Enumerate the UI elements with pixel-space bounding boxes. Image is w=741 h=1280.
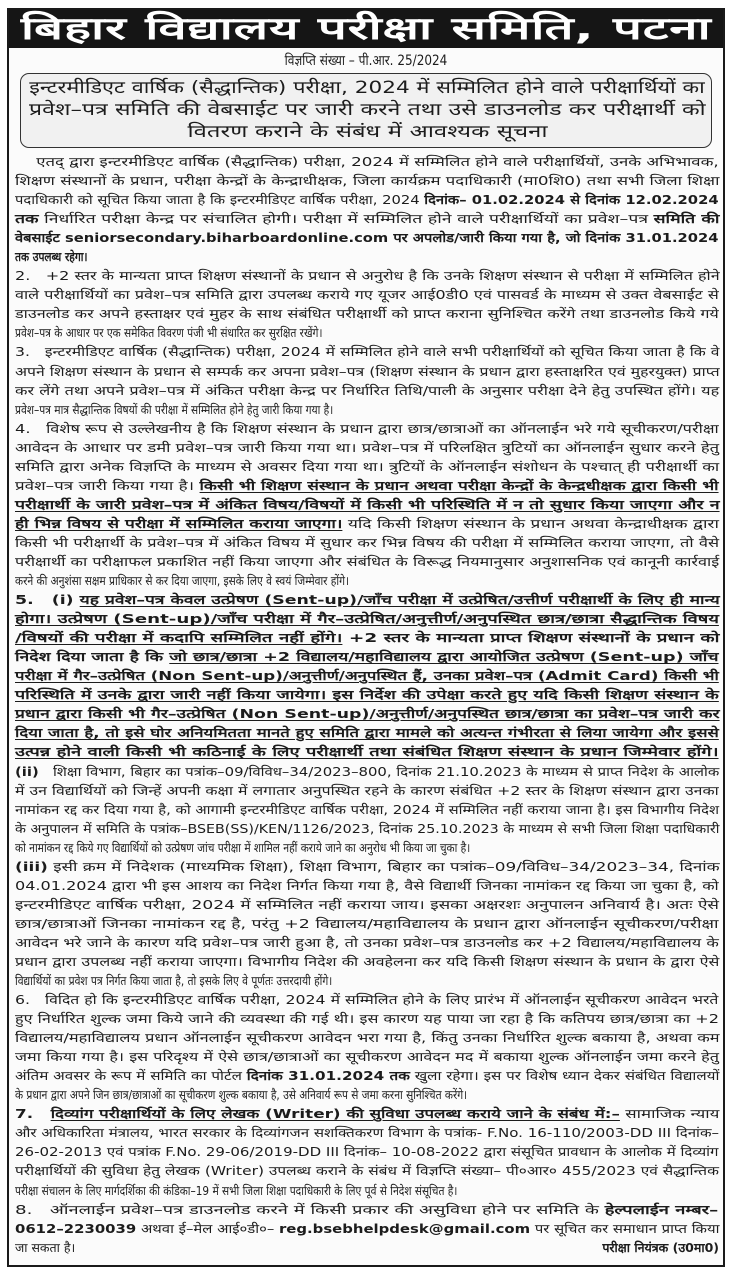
text-line [15,1104,719,1123]
text-line [15,838,470,857]
text-segment: यदि किसी शिक्षण संस्थान के प्रधान अथवा केन्द्राधीक्षक द्वारा [342,515,719,531]
text-line [15,723,719,742]
text-line [15,800,719,819]
text-line [15,819,719,838]
text-line [15,971,333,990]
text-line [15,914,719,933]
notice-number: विज्ञप्ति संख्या – पी.आर. 25/2024 [284,53,448,69]
text-segment: 4. विशेष रूप से उल्लेखनीय है कि शिक्षण संस्थान के प्रधान द्वारा छात्र/छात्राओं का ऑनलाईन भरे गये सूचीकरण/परीक्षा [15,420,719,436]
text-segment: अंतिम अवसर के रूप में समिति का पोर्टल [15,1068,247,1084]
text-line [15,876,719,895]
text-line [15,1123,719,1142]
text-segment: को नामांकन रद्द किये गए विद्यार्थियों को उत्प्रेषण जांच परीक्षा में शामिल नहीं कराये जाने का अनुरोध भी किया जा चुका है। [15,839,471,855]
text-segment: अथवा ई–मेल आई०डी०– [136,1220,279,1236]
text-line [15,647,719,666]
text-segment: प्रवेश–पत्र जारी किया गया है। [15,477,200,493]
text-line [15,514,719,533]
text-segment: परीक्षा में गैर–उत्प्रेषित (Non Sent-up)/अनुत्तीर्ण/अनुपस्थित हैं, उनका प्रवेश–पत्र (Admit Card) किसी भी [15,668,719,684]
text-segment: छात्र/छात्राओं जिनका नामांकन रद्द है, परंतु +2 विद्यालय/महाविद्यालय के प्रधान द्वारा ऑनलाईन सूचीकरण/परीक्षा [15,915,719,931]
text-segment: प्रवेश–पत्र के आधार पर एक समेकित विवरण पंजी भी संधारित कर सुरक्षित रखेंगे। [15,325,323,341]
text-line [15,1028,719,1047]
text-segment: ही भिन्न विषय से परीक्षा में सम्मिलित कराया जाएगा। [15,515,343,531]
text-line [15,304,719,323]
text-line [15,209,719,228]
text-segment: किसी भी परीक्षार्थी के प्रवेश–पत्र में अंकित विषय में सुधार कर भिन्न विषय की परीक्षा में सम्मिलित कराया जाएगा, तो वैसे [15,534,720,550]
text-line [15,457,719,476]
text-segment: डाउनलोड कर अपने हस्ताक्षर एवं मुहर के साथ संबंधित परीक्षार्थी को प्राप्त कराना सुनिश्चित करेंगे तथा डाउनलोड किये गये [15,306,719,322]
text-segment: निर्धारित परीक्षा केन्द्र पर संचालित होगी। परीक्षा में सम्मिलित होने वाले परीक्षार्थियों का प्रवेश–पत्र [38,211,654,227]
text-segment: reg.bsebhelpdesk@gmail.com [278,1220,531,1236]
text-segment: प्रधान द्वारा उपलब्ध नहीं कराया जाएगा। विभागीय निदेश की अवहेलना कर यदि किसी शिक्षण संस्थान के प्रधान के द्वारा ऐसे [15,953,720,969]
text-segment: दिव्यांग परीक्षार्थियों के लिए लेखक (Writer) की सुविधा उपलब्ध कराये जाने के संबंध में:– [50,1106,620,1122]
text-segment: विद्यालय/महाविद्यालय प्रधान ऑनलाईन सूचीकरण आवेदन भरा गया है, किंतु उनका निर्धारित शुल्क बकाया है, अथवा कम [15,1030,720,1046]
text-segment: वेबसाईट seniorsecondary.biharboardonline.com पर अपलोड/जारी किया गया है, जो दिनांक 31.01.2024 [15,230,719,246]
text-segment: जमा किया गया है। इस परिदृश्य में ऐसे छात्र/छात्राओं का सूचीकरण आवेदन मद में बकाया शुल्क ऑनलाईन जमा करने हेतु [15,1049,720,1065]
text-line [15,285,719,304]
text-line [15,323,322,342]
text-segment: में उन विद्यार्थियों को जिन्हें अपनी कक्षा में लगातार अनुपस्थित रहने के कारण संबंधित +2 स्तर के शिक्षण संस्थान द्वारा उनका [15,782,719,798]
text-segment: दिनांक– 01.02.2024 से दिनांक 12.02.2024 [424,192,719,208]
text-segment: 2. +2 स्तर के मान्यता प्राप्त शिक्षण संस्थानों के प्रधान से अनुरोध है कि उनके शिक्षण संस्थान से परीक्षा में सम्मिलित होने [15,268,720,284]
text-segment: शिक्षा विभाग, बिहार का पत्रांक–09/विविध–34/2023–800, दिनांक 21.10.2023 के माध्यम से प्राप्त निदेश के आलोक [38,763,720,779]
text-segment: 0612–2230039 [15,1220,137,1236]
text-segment: समिति द्वारा अनेक विज्ञप्ति के माध्यम से अवसर दिया गया था। त्रुटियों के ऑनलाईन संशोधन के पश्चात् ही परीक्षार्थी का [15,458,720,474]
text-segment: विद्यार्थियों का प्रवेश पत्र निर्गत किया जाता है, तो इसके लिए वे पूर्णतः उत्तरदायी होंगे। [15,973,333,989]
text-segment: शिक्षण संस्थानों के प्रधान, परीक्षा केन्द्रों के केन्द्राधीक्षक, जिला कार्यक्रम पदाधिकारी (मा0शि0) तथा सभी जिला शिक्षा [15,173,720,189]
text-line [15,990,719,1009]
text-segment: जो छात्र/छात्रा +2 विद्यालय/महाविद्यालय द्वारा आयोजित उत्प्रेषण (Sent-up) जाँच [169,649,719,665]
text-segment: अपने शिक्षण संस्थान के प्रधान से सम्पर्क कर अपना प्रवेश–पत्र (शिक्षण संस्थान के प्रधान द्वारा हस्ताक्षरित एवं मुहरयुक्त) प्राप्त [15,363,720,379]
text-line [15,381,719,400]
text-line [15,438,719,457]
text-segment: प्रधान द्वारा किसी भी गैर–उत्प्रेषित (Non Sent-up)/अनुत्तीर्ण/अनुपस्थित छात्र/छात्रा का प्रवेश–पत्र जारी कर [15,706,720,722]
text-line [15,1142,719,1161]
text-segment: इसी क्रम में निदेशक (माध्यमिक शिक्षा), शिक्षा विभाग, बिहार का पत्रांक–09/विविध–34/2023–34, दिनांक [47,858,720,874]
text-line [15,1238,719,1257]
text-segment: खुला रहेगा। इस पर विशेष ध्यान देकर संबंधित विद्यालयों [409,1068,720,1084]
text-segment: +2 स्तर के मान्यता प्राप्त शिक्षण संस्थानों के प्रधान को [342,630,720,646]
text-segment: के प्रधान द्वारा अपने जिन छात्र/छात्राओं का सूचीकरण शुल्क बकाया है, उसे अनिवार्य रूप से जमा करना सुनिश्चित करेंगे। [15,1087,468,1103]
text-line [15,1066,719,1085]
text-line [15,552,719,571]
text-segment: हुए निर्धारित शुल्क जमा किये जाने की व्यवस्था की गई थी। इस कारण यह पाया जा रहा है कि कतिपय छात्र/छात्रा का +2 [15,1011,720,1027]
text-line [15,171,719,190]
text-line [15,1219,719,1238]
text-line [15,857,719,876]
text-segment: 04.01.2024 द्वारा भी इस आशय का निदेश निर्गत किया गया है, वैसे विद्यार्थी जिनका नामांकन रद्द किया जा चुका है, को [15,877,719,893]
signature-controller: परीक्षा नियंत्रक (उ0मा0) [602,1239,719,1255]
text-line [15,762,719,781]
text-line [15,400,333,419]
text-segment: करने की अनुशंसा सक्षम प्राधिकार से कर दिया जाएगा, इसके लिए वे स्वयं जिम्मेवार होंगे। [15,573,349,589]
text-segment: समिति की [653,211,720,227]
text-segment: नामांकन रद्द कर दिया गया है, को आगामी इन्टरमीडिएट वार्षिक परीक्षा, 2024 में सम्मिलित नहीं कराया जाना है। इस विभागीय निदेश [15,801,720,817]
text-segment: निदेश दिया जाता है कि [15,649,170,665]
text-segment: तक [15,211,39,227]
masthead-text: बिहार विद्यालय परीक्षा समिति, पटना [20,11,712,47]
text-line [15,1085,467,1104]
subject-line: प्रवेश–पत्र समिति की वेबसाईट पर जारी करने तथा उसे डाउनलोड कर परीक्षार्थी को [29,100,706,120]
text-segment: तक उपलब्ध रहेगा। [15,249,88,265]
text-line [15,419,719,438]
text-segment: 5. (i) [15,592,80,608]
notice-document [7,8,725,1267]
text-segment: पर सूचित कर समाधान प्राप्त किया [530,1220,720,1236]
text-line [15,781,719,800]
text-line [15,952,719,971]
subject-box [20,73,712,148]
text-segment: पदाधिकारी को सूचित किया जाता है कि इन्टरमीडिएट वार्षिक परीक्षा, 2024 [15,192,425,208]
text-segment: आवेदन भरे जाने के कारण यदि प्रवेश–पत्र जारी हुआ है, तो उनका प्रवेश–पत्र डाउनलोड कर +2 विद्यालय/महाविद्यालय के [15,934,719,950]
text-line [15,742,719,761]
text-segment: कर लेंगे तथा अपने प्रवेश–पत्र में अंकित परीक्षा केन्द्र पर निर्धारित तिथि/पाली के अनुसार परीक्षा देने हेतु उपस्थित होंगे। यह [15,382,720,398]
text-segment: परीक्षार्थी का परीक्षाफल प्रकाशित नहीं किया जाएगा और संबंधित के विरूद्ध नियमानुसार अनुशासनिक एवं कानूनी कार्रवाई [15,553,720,569]
text-segment: 8. ऑनलाईन प्रवेश–पत्र डाउनलोड करने में किसी प्रकार की असुविधा होने पर समिति के [15,1201,605,1217]
text-line [15,152,719,171]
text-line [15,190,719,209]
text-line [15,704,719,723]
text-line [15,1009,719,1028]
text-line [15,342,719,361]
text-segment: दिनांक 31.01.2024 तक [246,1068,410,1084]
text-segment: होगा। उत्प्रेषण (Sent-up)/जाँच परीक्षा में गैर–उत्प्रेषित/अनुत्तीर्ण/अनुपस्थित छात्र/छात्रा सैद्धान्तिक विषय [15,611,719,627]
text-segment: और अधिकारिता मंत्रालय, भारत सरकार के दिव्यांगजन सशक्तिकरण विभाग के पत्रांक- F.No. 16-110/2003-DD III दिनांक– [15,1125,720,1141]
text-segment: एतद् द्वारा इन्टरमीडिएट वार्षिक (सैद्धान्तिक) परीक्षा, 2024 में सम्मिलित होने वाले परीक्षार्थियों, उनके अभिभावक, [15,154,719,169]
text-segment: यह प्रवेश–पत्र केवल उत्प्रेषण (Sent-up)/जाँच परीक्षा में उत्प्रेषित/उत्तीर्ण परीक्षार्थी के लिए ही मान्य [79,592,720,608]
subject-line: इन्टरमीडिएट वार्षिक (सैद्धान्तिक) परीक्षा, 2024 में सम्मिलित होने वाले परीक्षार्थियों का [29,78,705,98]
text-segment: परीक्षार्थियों की सुविधा हेतु लेखक (Writer) उपलब्ध कराने के संबंध में विज्ञप्ति संख्या– पी०आर० 455/2023 एवं सैद्धान्तिक [15,1163,719,1179]
text-segment: किसी भी शिक्षण संस्थान के प्रधान अथवा परीक्षा केन्द्रों के केन्द्रधीक्षक द्वारा किसी भी [199,477,719,493]
masthead-title [9,10,723,48]
text-line [15,1181,458,1200]
text-line [15,495,719,514]
text-segment: इन्टरमीडिएट वार्षिक परीक्षा, 2024 में सम्मिलित नहीं कराया जाय। इसका अक्षरशः अनुपालन अनिवार्य है। अतः ऐसे [15,896,719,912]
text-line [15,476,719,495]
text-segment: (iii) [15,858,48,874]
text-segment: हेल्पलाईन नम्बर– [604,1201,719,1217]
text-line [15,228,719,247]
text-line [15,895,719,914]
text-segment: 26-02-2013 एवं पत्रांक F.No. 29-06/2019-DD III दिनांक– 10-08-2022 द्वारा संसूचित प्रावधान के आलोक में दिव्यांग [15,1144,719,1160]
text-line [15,628,719,647]
text-line [15,1161,719,1180]
text-segment: /विषयों की परीक्षा में कदापि सम्मिलित नहीं होंगे। [15,630,343,646]
text-line [15,685,719,704]
text-line [15,1200,719,1219]
text-segment: वाले परीक्षार्थियों का प्रवेश–पत्र समिति द्वारा उपलब्ध कराये गए यूजर आई0डी0 एवं पासवर्ड के माध्यम से उक्त वेबसाईट से [15,287,719,303]
text-line [15,666,719,685]
notice-body [9,148,723,1257]
text-segment: परिस्थिति में उनके द्वारा जारी नहीं किया जायेगा। इस निर्देश की उपेक्षा करते हुए यदि किसी शिक्षण संस्थान के [15,687,719,703]
text-segment: उत्पन्न होने वाली किसी भी कठिनाई के लिए परीक्षार्थी तथा संबंधित शिक्षण संस्थान के प्रधान जिम्मेवार होंगे। [15,744,719,760]
text-segment: दिया जाता है, तो इसे घोर अनियमितता मानते हुए समिति द्वारा मामले को अत्यन्त गंभीरता से लिया जायेगा और इससे [15,725,719,741]
text-segment: 7. [15,1106,51,1122]
text-line [15,266,719,285]
text-line [15,533,719,552]
text-segment: जा सकता है। [15,1239,76,1255]
text-segment: परीक्षार्थी के जारी प्रवेश–पत्र में अंकित विषय/विषयों में किसी भी परिस्थिति में न तो सुधार किया जाएगा और न [15,496,720,512]
text-segment: आवेदन के आधार पर डमी प्रवेश–पत्र जारी किया गया था। प्रवेश–पत्र में परिलक्षित त्रुटियों का ऑनलाईन सुधार करने हेतु [15,439,720,455]
text-line [15,571,349,590]
text-segment: 3. इन्टरमीडिएट वार्षिक (सैद्धान्तिक) परीक्षा, 2024 में सम्मिलित होने वाले सभी परीक्षार्थियों को सूचित किया जाता है कि वे [15,344,720,360]
text-segment: (ii) [15,763,39,779]
text-segment: के अनुपालन में समिति के पत्रांक–BSEB(SS)/KEN/1126/2023, दिनांक 25.10.2023 के माध्यम से सभी जिला शिक्षा पदाधिकारी [15,820,720,836]
subject-line: वितरण कराने के संबंध में आवश्यक सूचना [187,122,548,142]
text-line [15,933,719,952]
text-line [15,1047,719,1066]
text-line [15,590,719,609]
text-line [15,362,719,381]
text-segment: सामाजिक न्याय [619,1106,720,1122]
text-line [15,609,719,628]
text-segment: 6. विदित हो कि इन्टरमीडिएट वार्षिक परीक्षा, 2024 में सम्मिलित होने के लिए प्रारंभ में ऑनलाईन सूचीकरण आवेदन भरते [15,992,719,1008]
text-line [15,247,87,266]
text-segment: प्रवेश–पत्र मात्र सैद्धान्तिक विषयों की परीक्षा में सम्मिलित होने हेतु जारी किया गया है। [15,401,334,417]
text-segment: परीक्षा संचालन के लिए मार्गदर्शिका की कंडिका–19 में सभी जिला शिक्षा पदाधिकारी के लिए पूर्व से निदेश संसूचित है। [15,1182,458,1198]
